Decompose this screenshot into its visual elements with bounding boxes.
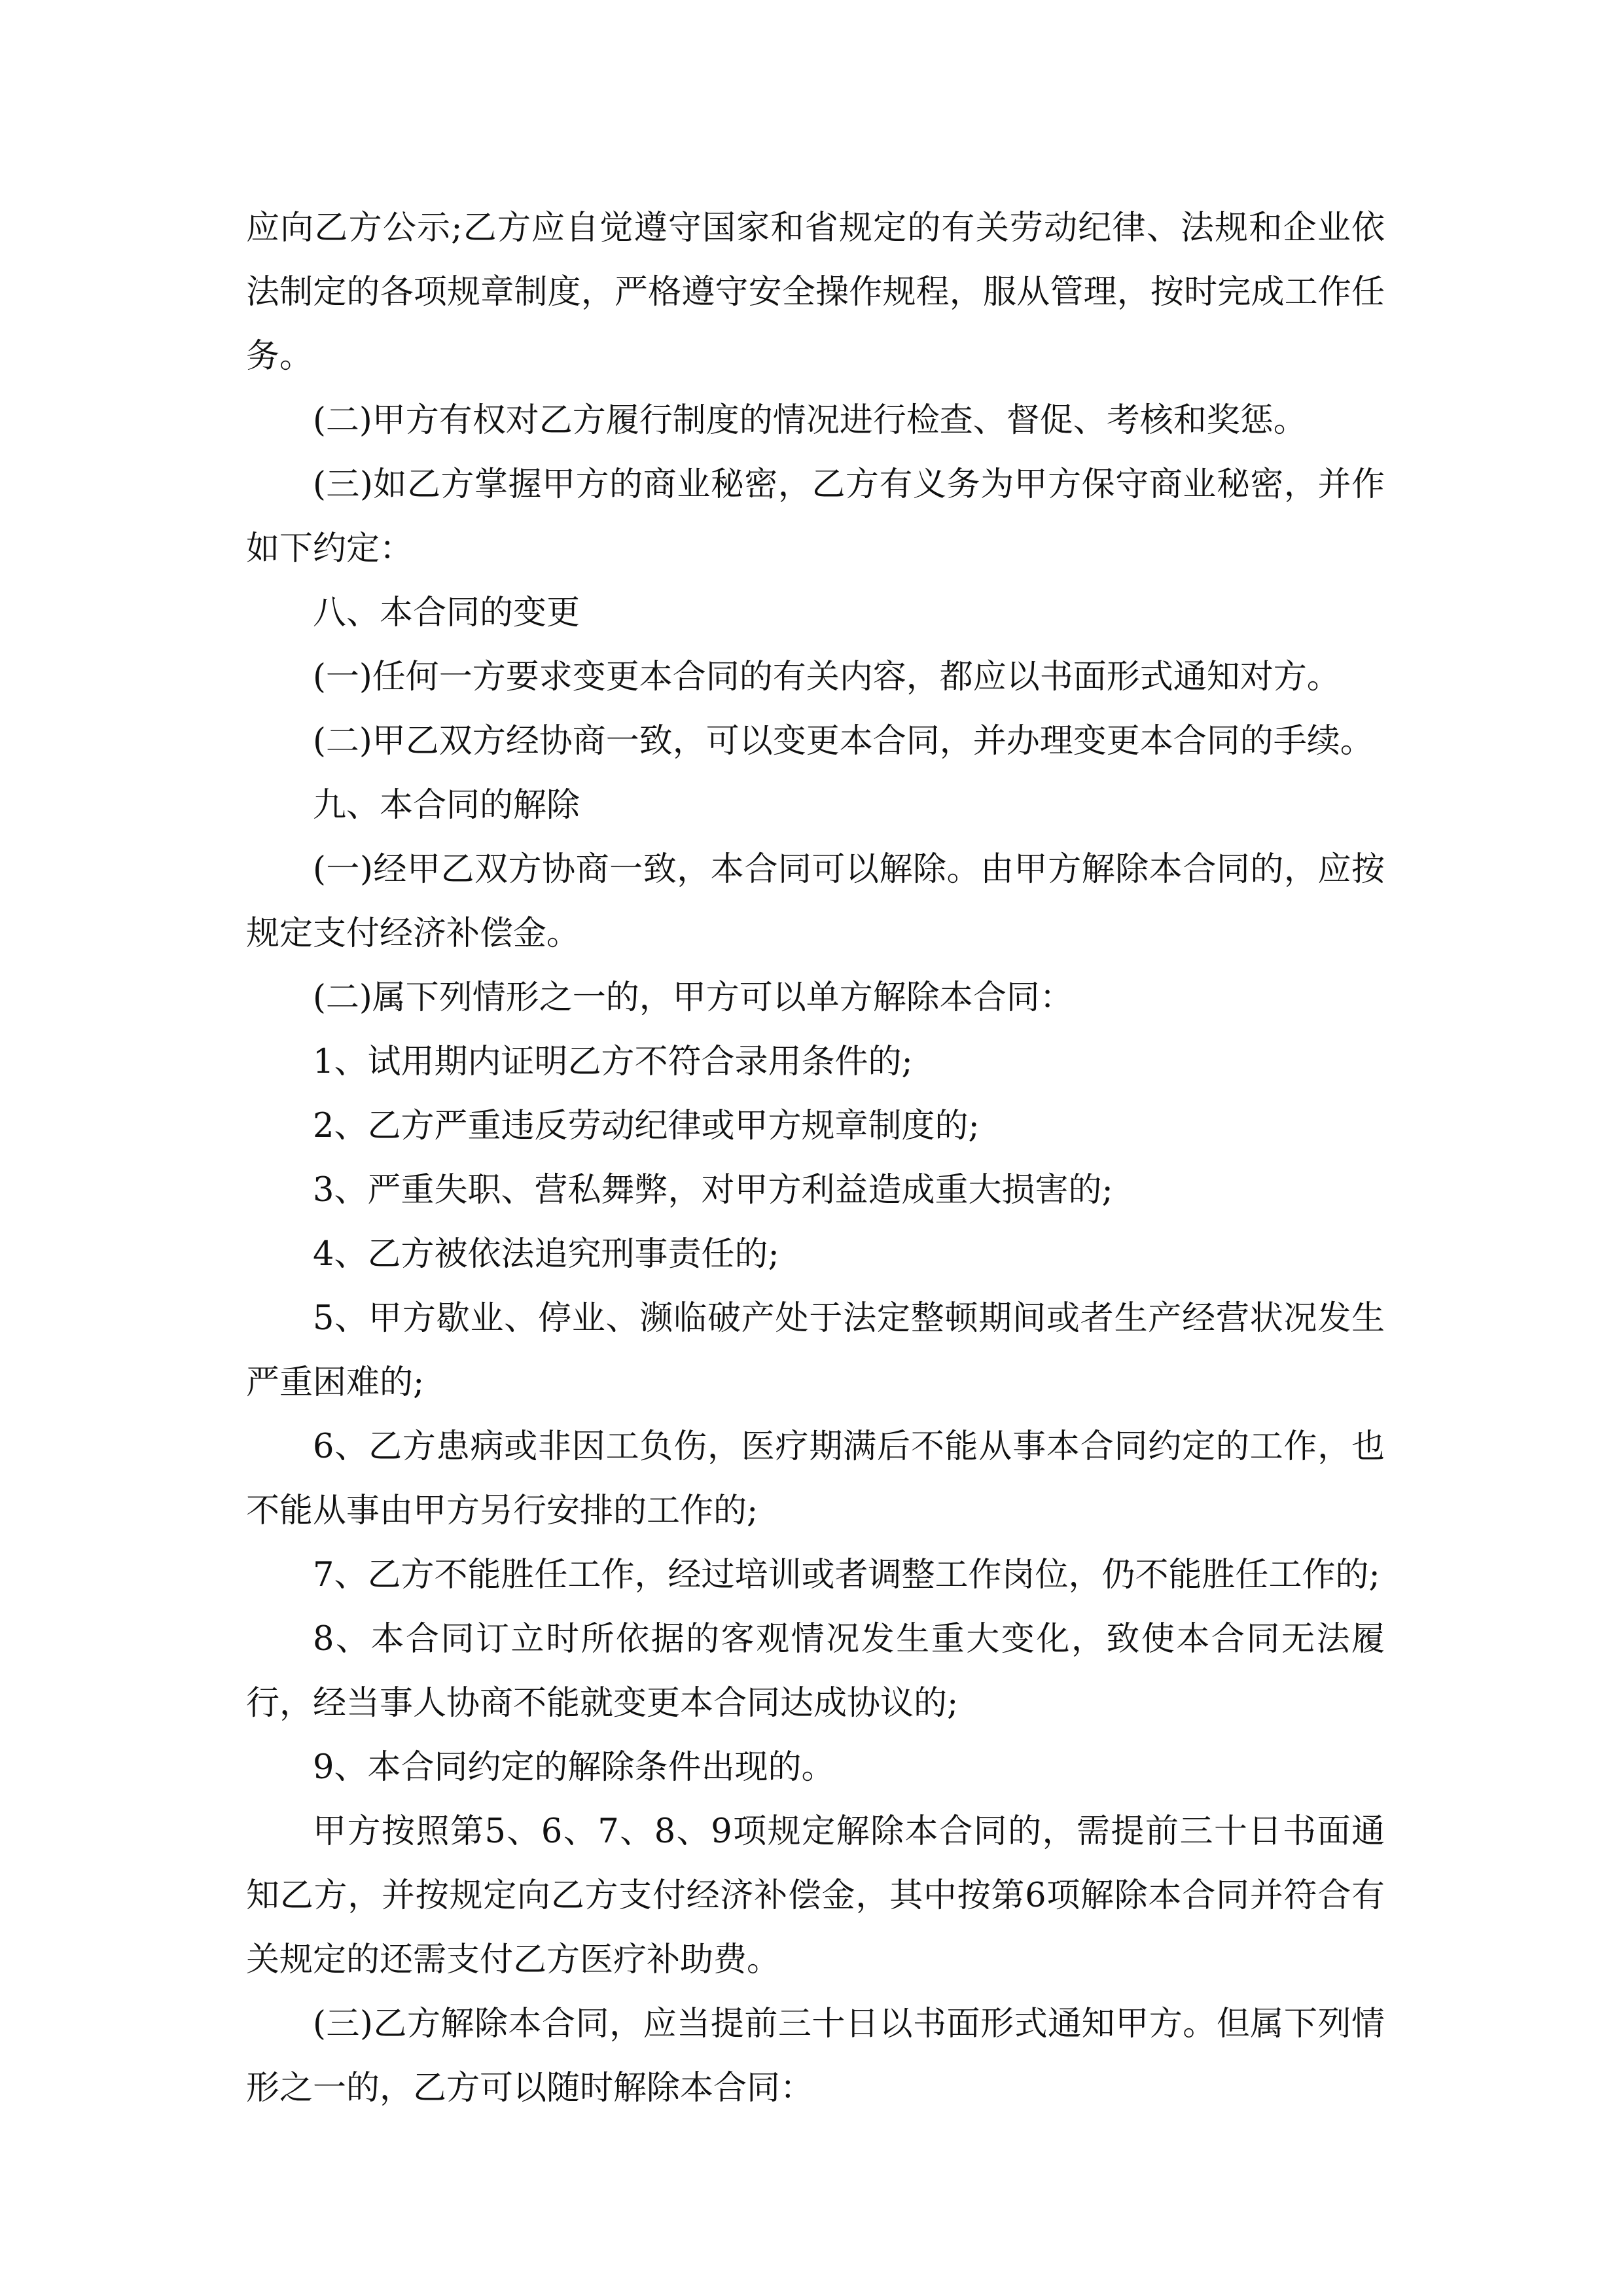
paragraph-2: (二)甲方有权对乙方履行制度的情况进行检查、督促、考核和奖惩。 <box>313 401 1307 440</box>
list-item-2: 2、乙方严重违反劳动纪律或甲方规章制度的; <box>313 1107 980 1145</box>
paragraph-3: (三)如乙方掌握甲方的商业秘密，乙方有义务为甲方保守商业秘密，并作如下约定： <box>246 465 1385 568</box>
paragraph-9: (二)属下列情形之一的，甲方可以单方解除本合同： <box>313 978 1073 1017</box>
section-heading-9: 九、本合同的解除 <box>313 786 580 825</box>
paragraph-5: (一)任何一方要求变更本合同的有关内容，都应以书面形式通知对方。 <box>313 658 1340 696</box>
paragraph-20: (三)乙方解除本合同，应当提前三十日以书面形式通知甲方。但属下列情形之一的，乙方可以随时解除本合同： <box>246 2005 1385 2108</box>
list-item-8: 8、本合同订立时所依据的客观情况发生重大变化，致使本合同无法履行，经当事人协商不能就变更本合同达成协议的; <box>246 1620 1385 1723</box>
list-item-9: 9、本合同约定的解除条件出现的。 <box>313 1748 835 1787</box>
paragraph-19: 甲方按照第5、6、7、8、9项规定解除本合同的，需提前三十日书面通知乙方，并按规定向乙方支付经济补偿金，其中按第6项解除本合同并符合有关规定的还需支付乙方医疗补助费。 <box>246 1812 1385 1979</box>
paragraph-6: (二)甲乙双方经协商一致，可以变更本合同，并办理变更本合同的手续。 <box>313 722 1374 761</box>
list-item-4: 4、乙方被依法追究刑事责任的; <box>313 1235 779 1274</box>
list-item-3: 3、严重失职、营私舞弊，对甲方利益造成重大损害的; <box>313 1171 1113 1210</box>
list-item-5: 5、甲方歇业、停业、濒临破产处于法定整顿期间或者生产经营状况发生严重困难的; <box>246 1299 1385 1402</box>
section-heading-8: 八、本合同的变更 <box>313 594 580 632</box>
list-item-6: 6、乙方患病或非因工负伤，医疗期满后不能从事本合同约定的工作，也不能从事由甲方另行安排的工作的; <box>246 1427 1385 1530</box>
list-item-1: 1、试用期内证明乙方不符合录用条件的; <box>313 1043 913 1081</box>
list-item-7: 7、乙方不能胜任工作，经过培训或者调整工作岗位，仍不能胜任工作的; <box>313 1556 1380 1594</box>
paragraph-8: (一)经甲乙双方协商一致，本合同可以解除。由甲方解除本合同的，应按规定支付经济补偿金。 <box>246 850 1385 953</box>
paragraph-1: 应向乙方公示;乙方应自觉遵守国家和省规定的有关劳动纪律、法规和企业依法制定的各项规章制度，严格遵守安全操作规程，服从管理，按时完成工作任务。 <box>246 209 1385 376</box>
document-body <box>246 196 1385 2121</box>
